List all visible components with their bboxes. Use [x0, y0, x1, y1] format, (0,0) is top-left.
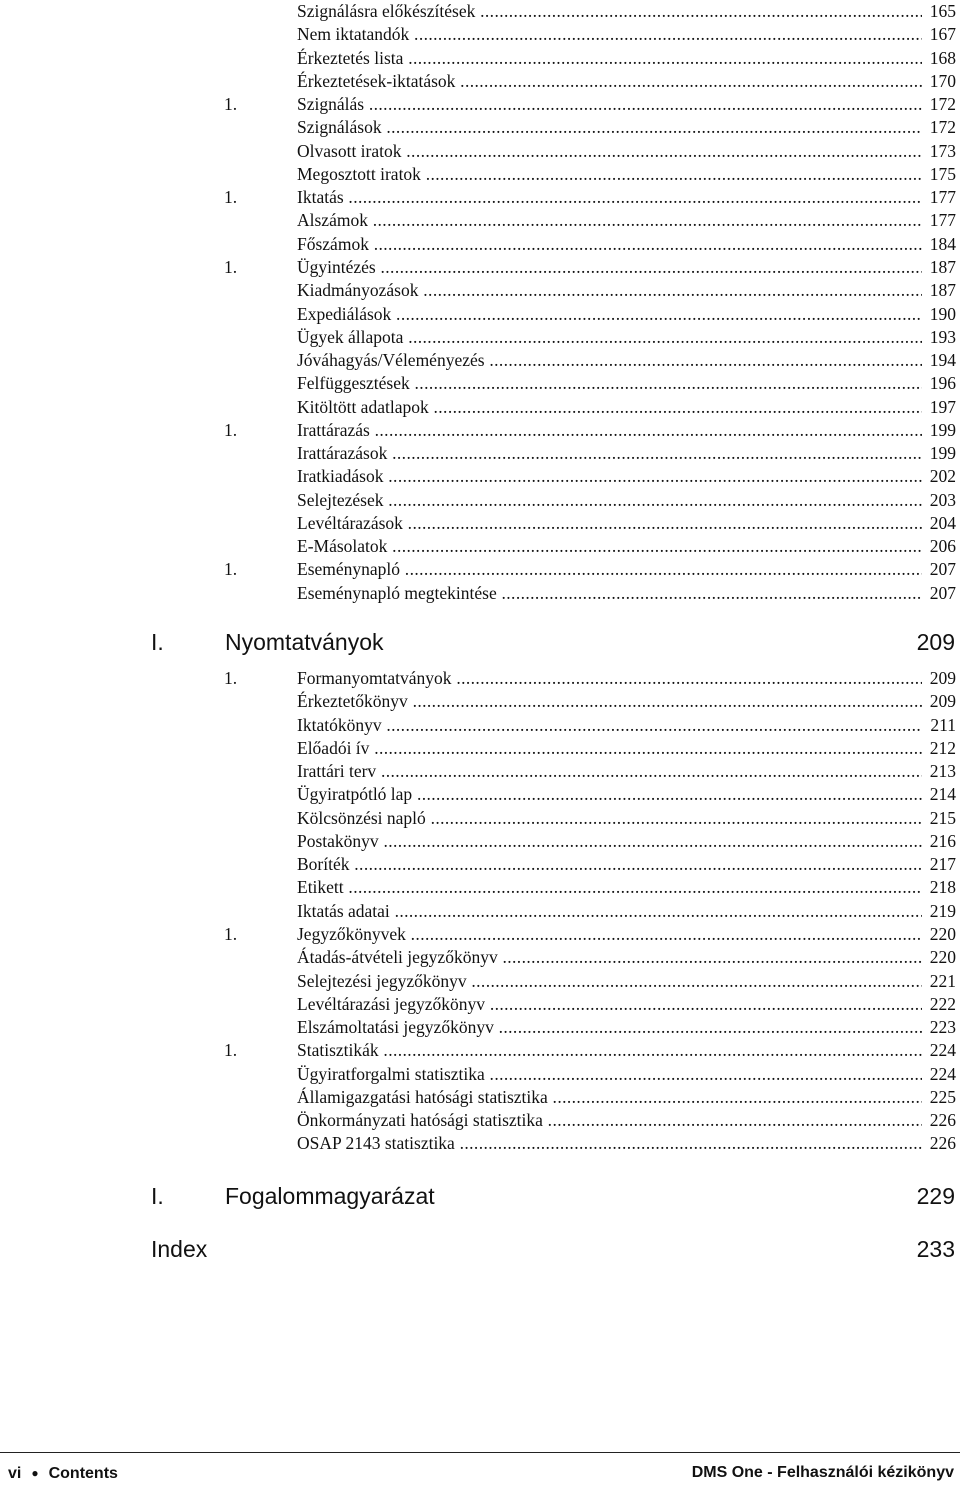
toc-entry[interactable]: [0, 714, 960, 737]
toc-entry[interactable]: [0, 876, 960, 899]
toc-entry-title: Iktatás .....: [297, 186, 922, 209]
toc-entry[interactable]: [0, 23, 960, 46]
toc-entry-title: OSAP 2143 statisztika .....: [297, 1132, 922, 1155]
toc-entry-page: 216: [929, 830, 956, 851]
toc-entry-number: 1.: [224, 1040, 238, 1061]
toc-entry-page: 221: [929, 970, 956, 991]
toc-entry-title: Megosztott iratok .....: [297, 163, 922, 186]
toc-entry-page: 190: [929, 303, 956, 324]
toc-entry-page: 225: [929, 1086, 956, 1107]
toc-entry-title: E-Másolatok .....: [297, 535, 922, 558]
toc-entry[interactable]: [0, 1016, 960, 1039]
toc-entry-title: Szignálásra előkészítések .....: [297, 0, 922, 23]
toc-entry[interactable]: [0, 1063, 960, 1086]
toc-entry[interactable]: [0, 946, 960, 969]
toc-entry-page: 187: [929, 256, 956, 277]
toc-entry-title: Felfüggesztések .....: [297, 372, 922, 395]
toc-entry[interactable]: [0, 558, 960, 581]
toc-entry-page: 203: [929, 489, 956, 510]
toc-entry-page: 177: [929, 187, 956, 208]
toc-entry-title: Ügyiratforgalmi statisztika .....: [297, 1063, 922, 1086]
toc-entry[interactable]: [0, 465, 960, 488]
toc-entry-title: Kitöltött adatlapok .....: [297, 396, 922, 419]
toc-entry-title: Ügyintézés .....: [297, 256, 922, 279]
toc-entry-page: 224: [929, 1063, 956, 1084]
toc-entry-title: Olvasott iratok .....: [297, 140, 922, 163]
toc-entry-title: Államigazgatási hatósági statisztika .....: [297, 1086, 922, 1109]
toc-entry[interactable]: [0, 1039, 960, 1062]
toc-entry[interactable]: [0, 512, 960, 535]
toc-entry[interactable]: [0, 853, 960, 876]
toc-entry-number: 1.: [224, 923, 238, 944]
toc-entry-title: Postakönyv .....: [297, 830, 922, 853]
toc-entry-title: Iktatókönyv .....: [297, 714, 922, 737]
chapter-heading-fogalommagyarazat[interactable]: [0, 1180, 960, 1212]
toc-entry-title: Irattári terv .....: [297, 760, 922, 783]
toc-entry-number: 1.: [224, 419, 238, 440]
chapter-page: 209: [916, 629, 955, 655]
chapter-number: I.: [151, 1183, 164, 1209]
footer-page-label: vi: [8, 1465, 22, 1482]
toc-entry[interactable]: [0, 303, 960, 326]
toc-entry-page: 187: [929, 280, 956, 301]
toc-entry[interactable]: [0, 667, 960, 690]
toc-entry-page: 202: [929, 466, 956, 487]
toc-entry-page: 197: [929, 396, 956, 417]
toc-entry[interactable]: [0, 326, 960, 349]
toc-entry-number: 1.: [224, 559, 238, 580]
toc-entry[interactable]: [0, 923, 960, 946]
toc-entry-title: Jóváhagyás/Véleményezés .....: [297, 349, 922, 372]
toc-entry[interactable]: [0, 489, 960, 512]
toc-entry-number: 1.: [224, 256, 238, 277]
toc-entry-page: 217: [929, 854, 956, 875]
toc-entry-title: Érkeztetés lista .....: [297, 47, 922, 70]
toc-entry-page: 224: [929, 1040, 956, 1061]
toc-entry-page: 168: [929, 47, 956, 68]
toc-entry[interactable]: [0, 419, 960, 442]
toc-entry-page: 207: [929, 559, 956, 580]
toc-entry-page: 220: [929, 923, 956, 944]
toc-entry-title: Boríték .....: [297, 853, 922, 876]
toc-entry-title: Statisztikák .....: [297, 1039, 922, 1062]
toc-entry-title: Irattárazás .....: [297, 419, 922, 442]
toc-entry-title: Kölcsönzési napló .....: [297, 807, 922, 830]
toc-entry-title: Ügyiratpótló lap .....: [297, 783, 922, 806]
toc-entry[interactable]: [0, 760, 960, 783]
footer-divider: [0, 1452, 960, 1453]
toc-entry[interactable]: [0, 279, 960, 302]
toc-entry[interactable]: [0, 1086, 960, 1109]
toc-entry-title: Főszámok .....: [297, 233, 922, 256]
toc-entry[interactable]: [0, 783, 960, 806]
footer-left: [8, 1461, 118, 1486]
toc-entry[interactable]: [0, 396, 960, 419]
toc-entry-page: 219: [929, 900, 956, 921]
toc-entry-page: 226: [929, 1133, 956, 1154]
toc-entry-page: 213: [929, 761, 956, 782]
toc-entry[interactable]: [0, 1132, 960, 1155]
toc-entry-page: 212: [929, 737, 956, 758]
toc-entry[interactable]: [0, 70, 960, 93]
toc-entry-page: 172: [929, 117, 956, 138]
toc-entry-page: 193: [929, 326, 956, 347]
toc-entry[interactable]: [0, 140, 960, 163]
toc-entry-title: Jegyzőkönyvek .....: [297, 923, 922, 946]
toc-entry[interactable]: [0, 442, 960, 465]
toc-entry-title: Kiadmányozások .....: [297, 279, 922, 302]
chapter-title: Index: [151, 1236, 208, 1262]
toc-entry[interactable]: [0, 690, 960, 713]
toc-entry[interactable]: [0, 93, 960, 116]
toc-entry-page: 199: [929, 419, 956, 440]
toc-entry[interactable]: [0, 830, 960, 853]
toc-entry-page: 206: [929, 536, 956, 557]
toc-entry[interactable]: [0, 970, 960, 993]
toc-entry-title: Átadás-átvételi jegyzőkönyv .....: [297, 946, 922, 969]
toc-entry-page: 209: [929, 691, 956, 712]
chapter-title: Fogalommagyarázat: [225, 1183, 435, 1209]
toc-entry-title: Expediálások .....: [297, 303, 922, 326]
toc-entry-page: 177: [929, 210, 956, 231]
toc-entry[interactable]: [0, 186, 960, 209]
toc-entry[interactable]: [0, 47, 960, 70]
toc-entry-title: Érkeztetőkönyv .....: [297, 690, 922, 713]
toc-entry-title: Eseménynapló megtekintése .....: [297, 582, 922, 605]
chapter-heading-index[interactable]: [0, 1233, 960, 1265]
toc-entry-title: Szignálás .....: [297, 93, 922, 116]
toc-entry-number: 1.: [224, 668, 238, 688]
toc-entry[interactable]: [0, 233, 960, 256]
toc-entry-title: Etikett .....: [297, 876, 922, 899]
toc-entry-page: 223: [929, 1017, 956, 1038]
toc-entry-title: Selejtezések .....: [297, 489, 922, 512]
chapter-heading-nyomtatvanyok[interactable]: [0, 626, 960, 658]
toc-entry-title: Elszámoltatási jegyzőkönyv .....: [297, 1016, 922, 1039]
toc-entry-title: Iktatás adatai .....: [297, 900, 922, 923]
toc-entry-page: 172: [929, 94, 956, 115]
toc-entry-title: Selejtezési jegyzőkönyv .....: [297, 970, 922, 993]
toc-entry-title: Ügyek állapota .....: [297, 326, 922, 349]
toc-entry-title: Alszámok .....: [297, 209, 922, 232]
toc-entry-title: Előadói ív .....: [297, 737, 922, 760]
toc-entry[interactable]: [0, 116, 960, 139]
toc-entry-page: 173: [929, 140, 956, 161]
toc-entry-title: Levéltárazások .....: [297, 512, 922, 535]
toc-entry[interactable]: [0, 535, 960, 558]
toc-entry[interactable]: [0, 582, 960, 605]
toc-entry[interactable]: [0, 163, 960, 186]
toc-entry-title: Iratkiadások .....: [297, 465, 922, 488]
toc-entry-page: 214: [929, 784, 956, 805]
toc-entry-page: 207: [929, 582, 956, 603]
toc-entry[interactable]: [0, 807, 960, 830]
toc-entry[interactable]: [0, 349, 960, 372]
toc-entry-page: 175: [929, 163, 956, 184]
footer-document-title: DMS One - Felhasználói kézikönyv: [691, 1464, 954, 1481]
toc-entry-page: 167: [929, 24, 956, 45]
toc-entry-page: 204: [929, 512, 956, 533]
toc-entry-page: 220: [929, 947, 956, 968]
toc-entry-title: Levéltárazási jegyzőkönyv .....: [297, 993, 922, 1016]
toc-entry-page: 211: [930, 714, 956, 735]
toc-entry[interactable]: [0, 256, 960, 279]
toc-entry-title: Irattárazások .....: [297, 442, 922, 465]
toc-entry[interactable]: [0, 993, 960, 1016]
chapter-number: I.: [151, 629, 164, 655]
toc-entry-title: Érkeztetések-iktatások .....: [297, 70, 922, 93]
chapter-title: Nyomtatványok: [225, 629, 384, 655]
chapter-page: 233: [916, 1236, 955, 1262]
toc-entry[interactable]: [0, 900, 960, 923]
toc-entry[interactable]: [0, 1109, 960, 1132]
toc-entry-page: 184: [929, 233, 956, 254]
toc-entry-number: 1.: [224, 94, 238, 115]
toc-entry-page: 215: [929, 807, 956, 828]
toc-entry-title: Nem iktatandók .....: [297, 23, 922, 46]
toc-entry-page: 199: [929, 443, 956, 464]
toc-entry[interactable]: [0, 372, 960, 395]
toc-entry-page: 165: [929, 1, 956, 21]
toc-entry-page: 170: [929, 70, 956, 91]
footer-bullet: ●: [31, 1466, 39, 1480]
toc-entry-title: Önkormányzati hatósági statisztika .....: [297, 1109, 922, 1132]
toc-entry-page: 194: [929, 350, 956, 371]
toc-entry-title: Formanyomtatványok .....: [297, 667, 922, 690]
toc-entry-page: 218: [929, 877, 956, 898]
toc-entry-page: 196: [929, 373, 956, 394]
toc-entry-title: Szignálások .....: [297, 116, 922, 139]
toc-entry-page: 209: [929, 668, 956, 688]
footer-section: Contents: [48, 1465, 118, 1482]
page-footer: [0, 1461, 960, 1485]
toc-entry-title: Eseménynapló .....: [297, 558, 922, 581]
toc-entry[interactable]: [0, 737, 960, 760]
chapter-page: 229: [916, 1183, 955, 1209]
toc-entry-page: 222: [929, 993, 956, 1014]
toc-entry[interactable]: [0, 209, 960, 232]
toc-entry-page: 226: [929, 1110, 956, 1131]
toc-entry-number: 1.: [224, 187, 238, 208]
toc-entry[interactable]: [0, 0, 960, 23]
